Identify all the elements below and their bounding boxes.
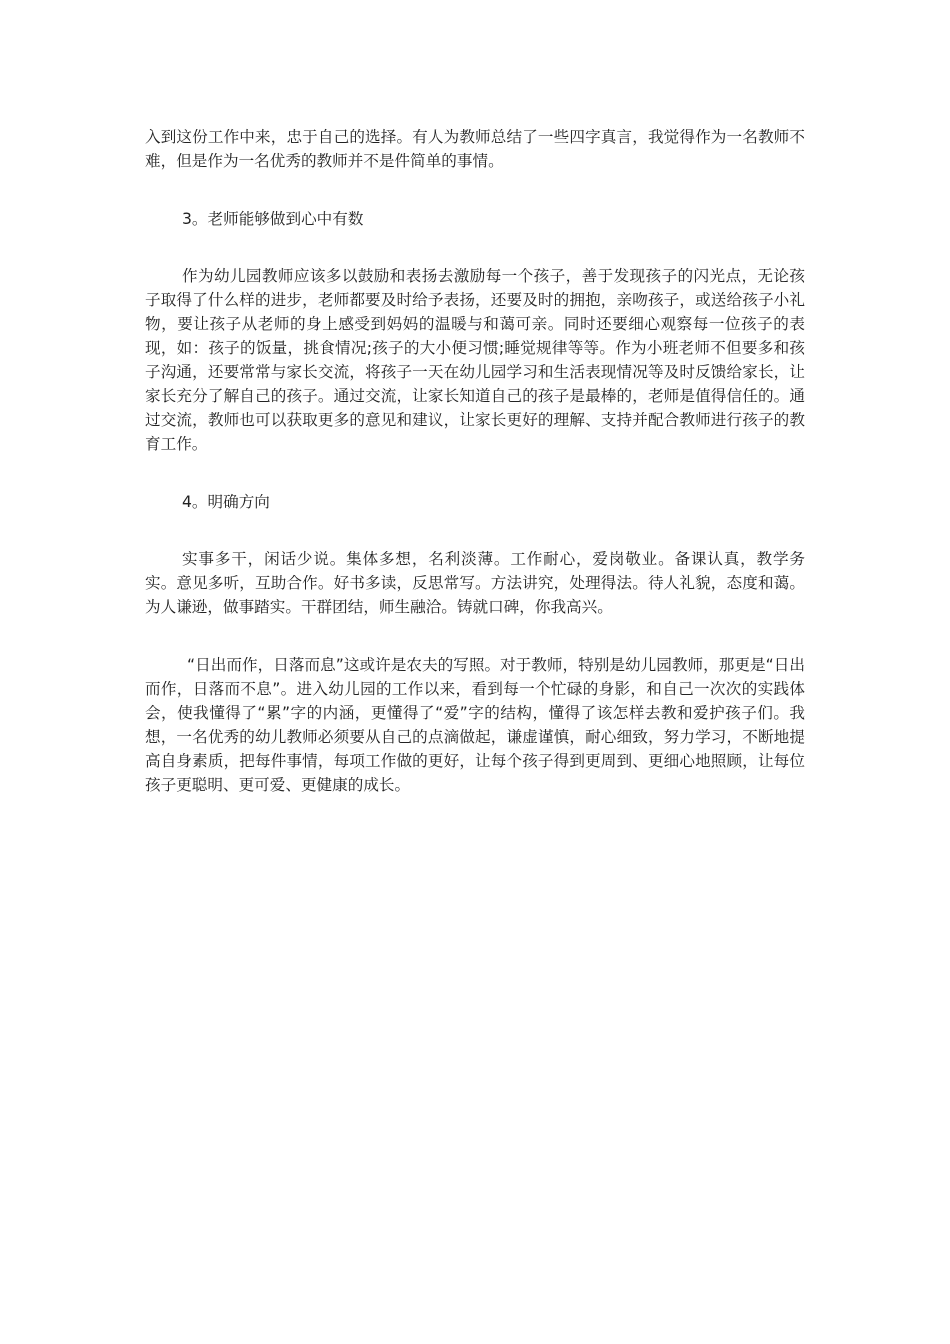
spacer bbox=[145, 619, 805, 653]
section-4-heading: 4。明确方向 bbox=[182, 493, 270, 511]
section-3-heading: 3。老师能够做到心中有数 bbox=[182, 210, 364, 228]
document-page bbox=[145, 125, 805, 797]
spacer bbox=[145, 231, 805, 264]
intro-paragraph: 入到这份工作中来，忠于自己的选择。有人为教师总结了一些四字真言，我觉得作为一名教师不难，但是作为一名优秀的教师并不是件简单的事情。 bbox=[145, 128, 805, 170]
closing-paragraph: “日出而作，日落而息”这或许是农夫的写照。对于教师，特别是幼儿园教师，那更是“日出而作，日落而不息”。进入幼儿园的工作以来，看到每一个忙碌的身影，和自己一次次的实践体会，使我懂得了“累”字的内涵，更懂得了“爱”字的结构，懂得了该怎样去教和爱护孩子们。我想，一名优秀的幼儿教师必须要从自己的点滴做起，谦虚谨慎，耐心细致，努力学习，不断地提高自身素质，把每件事情，每项工作做的更好，让每个孩子得到更周到、更细心地照顾，让每位孩子更聪明、更可爱、更健康的成长。 bbox=[145, 656, 805, 794]
spacer bbox=[145, 173, 805, 207]
section-4-paragraph: 实事多干，闲话少说。集体多想，名利淡薄。工作耐心，爱岗敬业。备课认真，教学务实。意见多听，互助合作。好书多读，反思常写。方法讲究，处理得法。待人礼貌，态度和蔼。为人谦逊，做事踏实。干群团结，师生融洽。铸就口碑，你我高兴。 bbox=[145, 550, 805, 616]
section-3-paragraph: 作为幼儿园教师应该多以鼓励和表扬去激励每一个孩子，善于发现孩子的闪光点，无论孩子取得了什么样的进步，老师都要及时给予表扬，还要及时的拥抱，亲吻孩子，或送给孩子小礼物，要让孩子从老师的身上感受到妈妈的温暖与和蔼可亲。同时还要细心观察每一位孩子的表现，如：孩子的饭量，挑食情况;孩子的大小便习惯;睡觉规律等等。作为小班老师不但要多和孩子沟通，还要常常与家长交流，将孩子一天在幼儿园学习和生活表现情况等及时反馈给家长，让家长充分了解自己的孩子。通过交流，让家长知道自己的孩子是最棒的，老师是值得信任的。通过交流，教师也可以获取更多的意见和建议，让家长更好的理解、支持并配合教师进行孩子的教育工作。 bbox=[145, 267, 805, 453]
spacer bbox=[145, 514, 805, 547]
spacer bbox=[145, 456, 805, 490]
